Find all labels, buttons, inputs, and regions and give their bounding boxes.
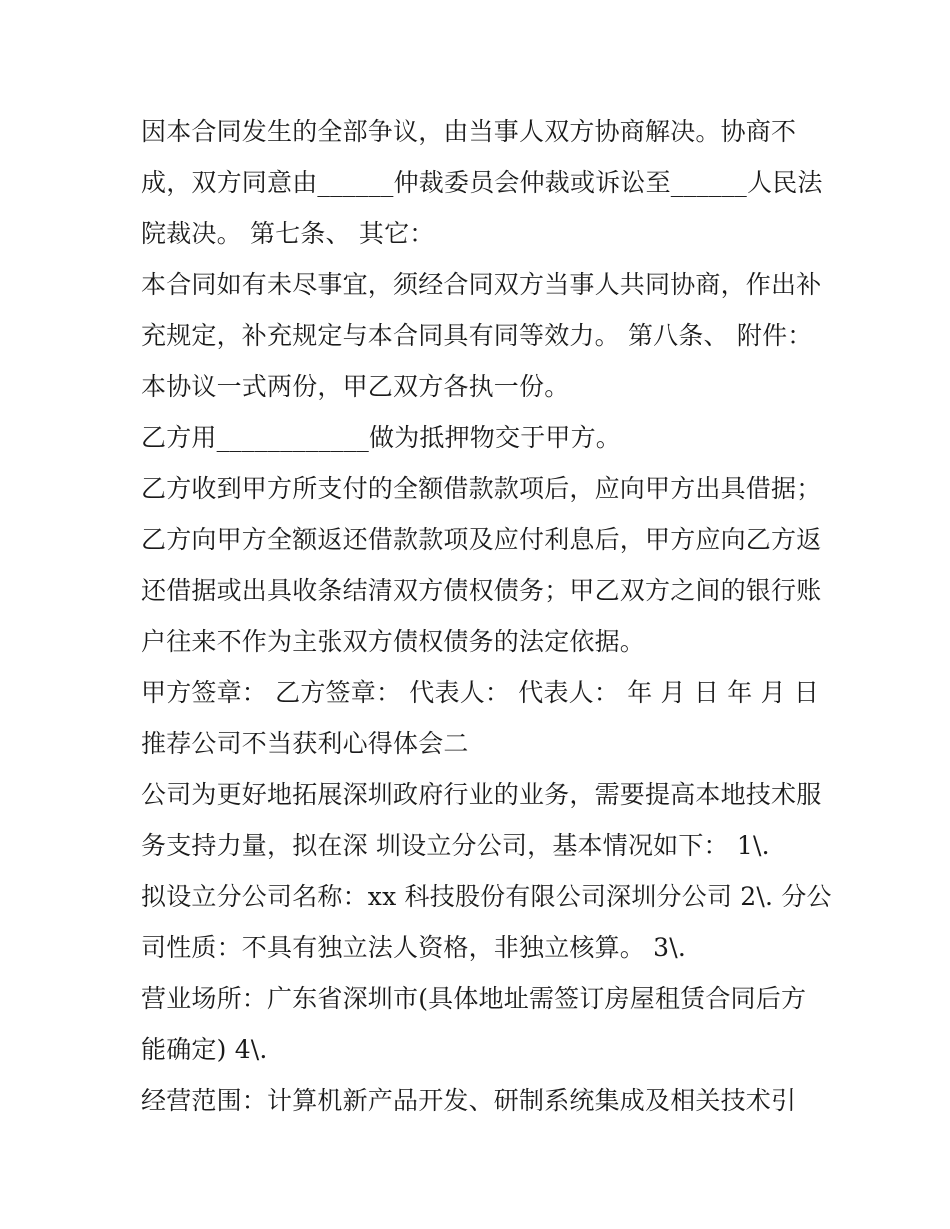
text-line: 乙方向甲方全额返还借款款项及应付利息后，甲方应向乙方返: [141, 525, 822, 554]
text-line: 本合同如有未尽事宜，须经合同双方当事人共同协商，作出补: [141, 270, 822, 299]
text-line: 本协议一式两份，甲乙双方各执一份。: [141, 372, 570, 401]
text-line: 乙方收到甲方所支付的全额借款款项后，应向甲方出具借据；: [141, 474, 822, 503]
text-line: 务支持力量，拟在深 圳设立分公司，基本情况如下： 1\.: [141, 831, 770, 860]
text-line: 还借据或出具收条结清双方债权债务；甲乙双方之间的银行账: [141, 576, 822, 605]
text-line: 乙方用____________做为抵押物交于甲方。: [141, 423, 622, 452]
text-line: 能确定) 4\.: [141, 1035, 268, 1064]
text-line: 户往来不作为主张双方债权债务的法定依据。: [141, 627, 646, 656]
signature-line: 甲方签章： 乙方签章： 代表人： 代表人： 年 月 日 年 月 日: [141, 678, 820, 707]
text-line: 院裁决。 第七条、 其它：: [141, 219, 435, 248]
text-line: 营业场所：广东省深圳市(具体地址需签订房屋租赁合同后方: [141, 984, 807, 1013]
text-line: 充规定，补充规定与本合同具有同等效力。 第八条、 附件：: [141, 321, 813, 350]
text-line: 因本合同发生的全部争议，由当事人双方协商解决。协商不: [141, 117, 797, 146]
document-body: [141, 106, 832, 1126]
section-title: 推荐公司不当获利心得体会二: [141, 729, 469, 758]
text-line: 司性质：不具有独立法人资格，非独立核算。 3\.: [141, 933, 687, 962]
text-line: 公司为更好地拓展深圳政府行业的业务，需要提高本地技术服: [141, 780, 822, 809]
text-line: 成，双方同意由______仲裁委员会仲裁或诉讼至______人民法: [141, 168, 823, 197]
text-line: 拟设立分公司名称：xx 科技股份有限公司深圳分公司 2\. 分公: [141, 882, 832, 911]
text-line: 经营范围：计算机新产品开发、研制系统集成及相关技术引: [141, 1086, 797, 1115]
